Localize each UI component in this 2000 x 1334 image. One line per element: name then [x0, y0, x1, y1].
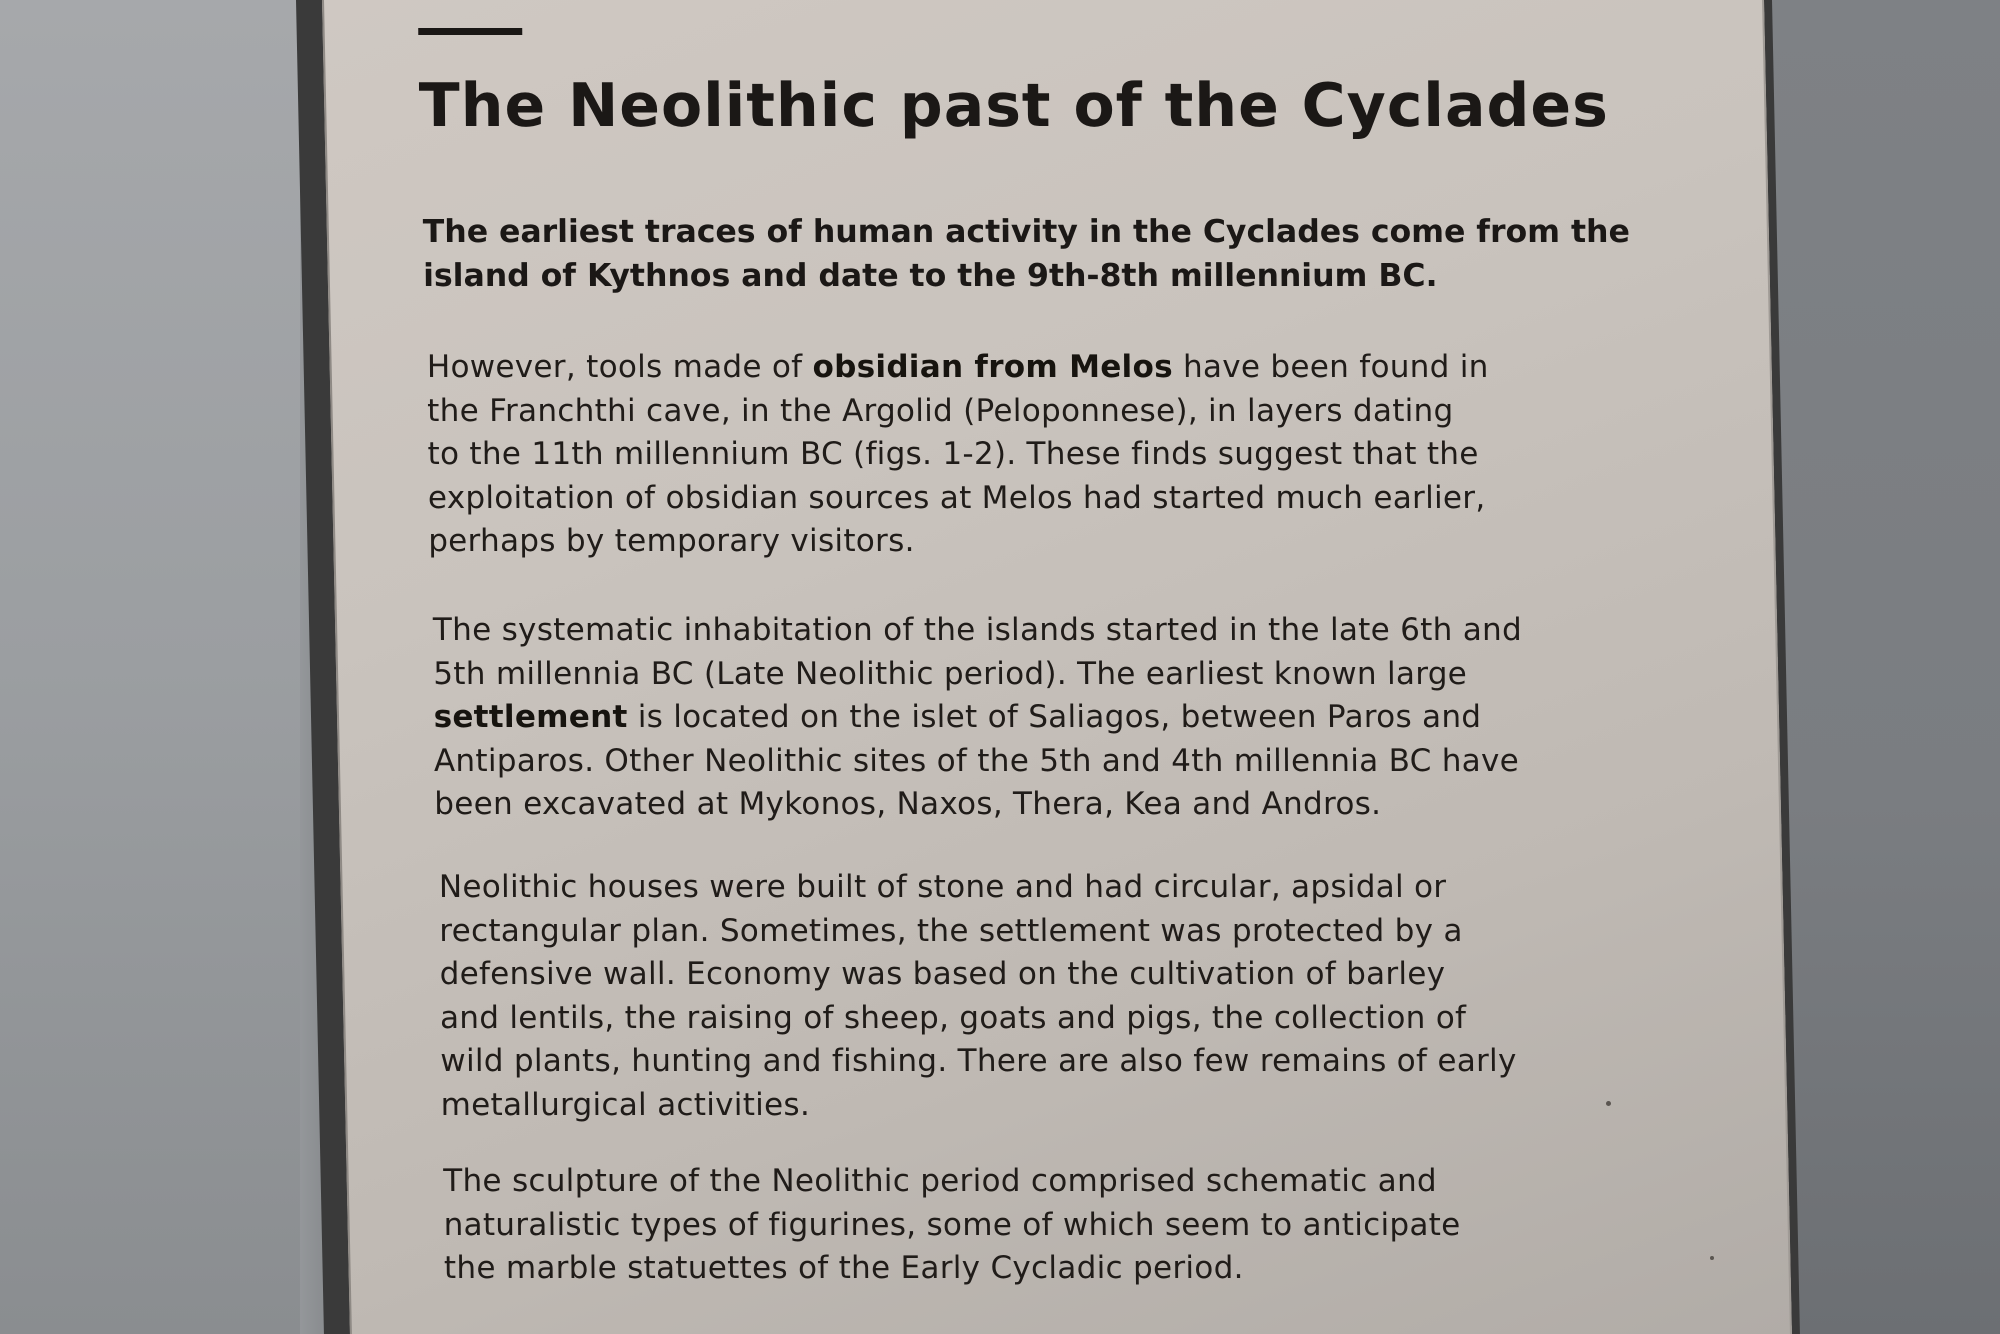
paragraph-houses — [439, 866, 1517, 1127]
intro-paragraph — [423, 210, 1714, 298]
surface-speck — [1606, 1101, 1611, 1106]
paragraph-line: Antiparos. Other Neolithic sites of the 5th and 4th millennia BC have — [433, 742, 1520, 779]
paragraph-inhabitation — [433, 609, 1524, 827]
wall-left — [0, 0, 300, 1334]
surface-speck — [1710, 1256, 1714, 1260]
paragraph-line: perhaps by temporary visitors. — [428, 523, 915, 559]
text-run: However, tools made of — [426, 349, 813, 385]
page-title: The Neolithic past of the Cyclades — [418, 71, 1610, 141]
paragraph-line: exploitation of obsidian sources at Melos had started much earlier, — [427, 479, 1486, 516]
bold-text-run: obsidian from Melos — [812, 349, 1174, 385]
paragraph-line: defensive wall. Economy was based on the cultivation of barley — [439, 956, 1446, 992]
paragraph-line: rectangular plan. Sometimes, the settlement was protected by a — [439, 912, 1463, 949]
paragraph-line: The sculpture of the Neolithic period comprised schematic and — [443, 1163, 1438, 1199]
paragraph-line: the Franchthi cave, in the Argolid (Peloponnese), in layers dating — [427, 392, 1454, 429]
title-rule — [418, 28, 522, 35]
paragraph-line: to the 11th millennium BC (figs. 1-2). These finds suggest that the — [427, 436, 1479, 472]
paragraph-line: Neolithic houses were built of stone and had circular, apsidal or — [438, 869, 1447, 905]
text-run: is located on the islet of Saliagos, between Paros and — [627, 699, 1482, 735]
paragraph-sculpture — [443, 1160, 1461, 1291]
paragraph-line: wild plants, hunting and fishing. There are also few remains of early — [440, 1043, 1517, 1079]
paragraph-line: The systematic inhabitation of the islands started in the late 6th and — [432, 612, 1523, 648]
paragraph-line: the marble statuettes of the Early Cycladic period. — [443, 1250, 1244, 1286]
bold-text-run: settlement — [433, 699, 628, 735]
paragraph-line: been excavated at Mykonos, Naxos, Thera, Kea and Andros. — [434, 786, 1382, 822]
paragraph-line: naturalistic types of figurines, some of which seem to anticipate — [443, 1206, 1461, 1243]
text-run: have been found in — [1172, 349, 1489, 385]
intro-line: island of Kythnos and date to the 9th-8th millennium BC. — [423, 258, 1438, 294]
paragraph-line — [427, 346, 1489, 390]
paragraph-line: metallurgical activities. — [440, 1086, 811, 1123]
paragraph-obsidian — [427, 346, 1490, 564]
paragraph-line — [433, 696, 1522, 740]
paragraph-line: 5th millennia BC (Late Neolithic period). The earliest known large — [433, 655, 1468, 692]
intro-line: The earliest traces of human activity in the Cyclades come from the — [422, 214, 1630, 250]
paragraph-line: and lentils, the raising of sheep, goats and pigs, the collection of — [439, 999, 1467, 1036]
